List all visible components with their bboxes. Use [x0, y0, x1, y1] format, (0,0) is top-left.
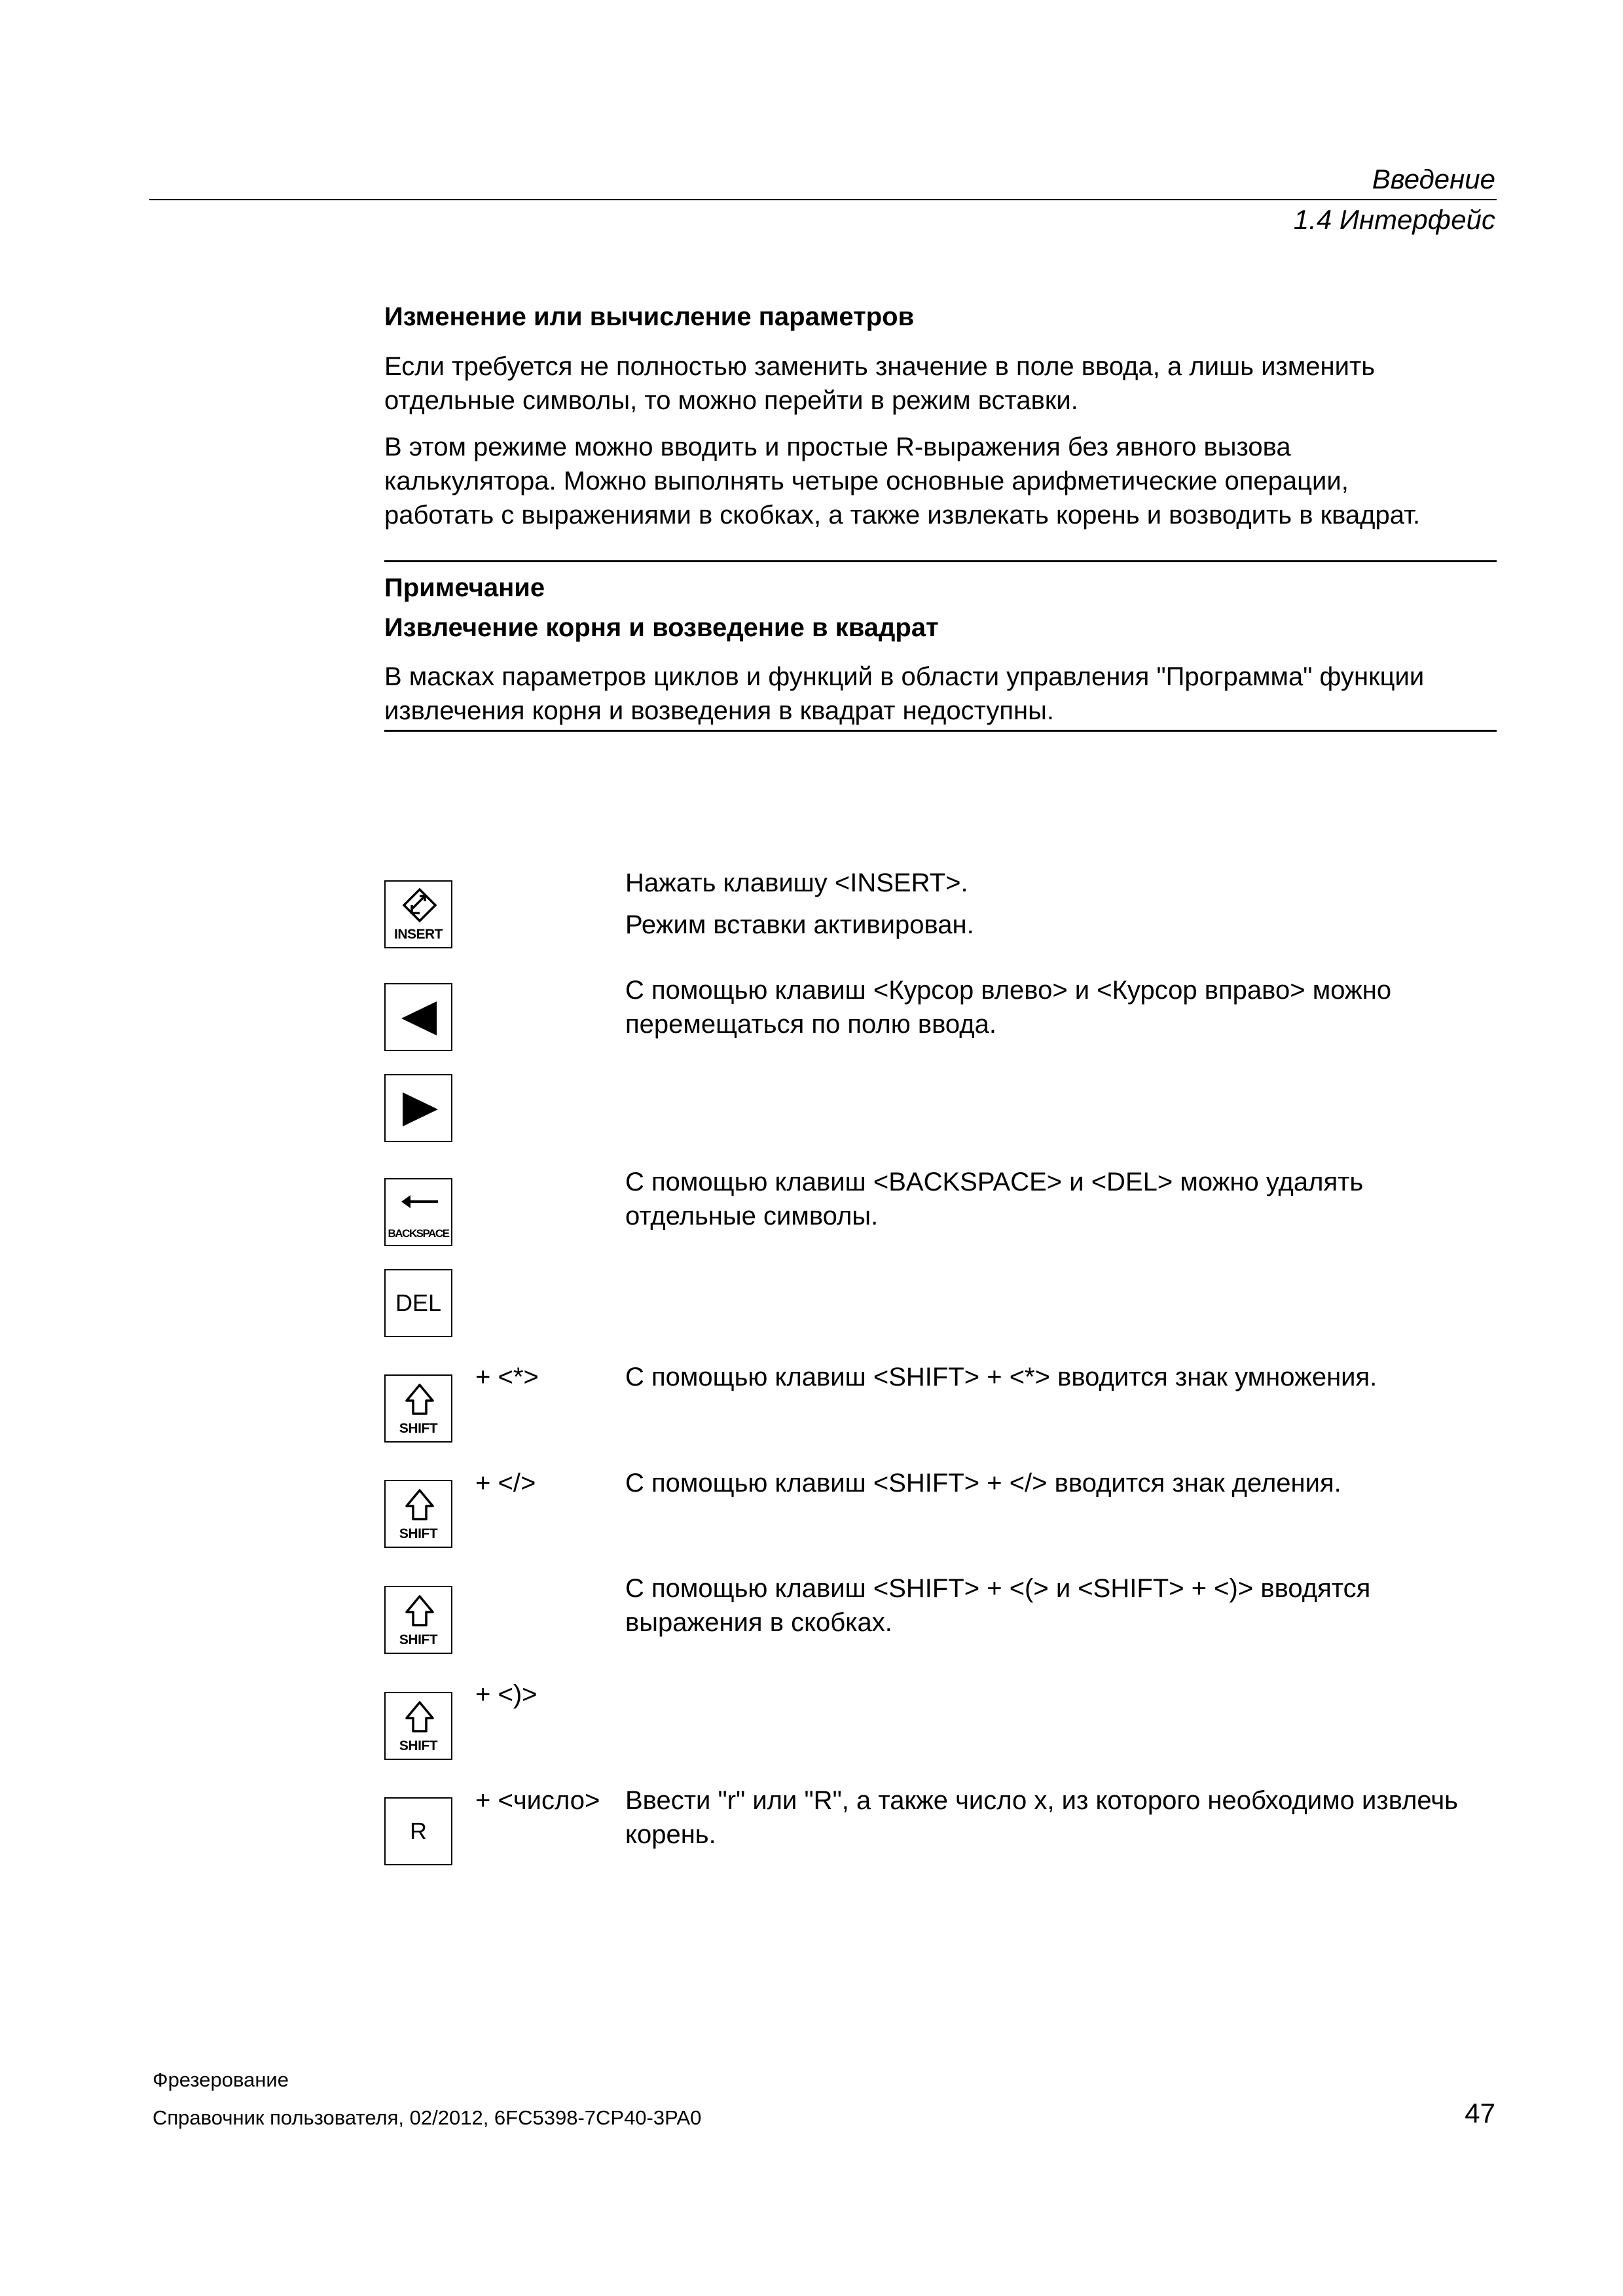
insert-key-label: INSERT [393, 927, 443, 942]
step-delete [625, 1165, 1496, 1233]
step-root [625, 1784, 1496, 1852]
shift-key [384, 1586, 452, 1654]
text-line: перемещаться по полю ввода. [625, 1010, 996, 1039]
footer-manual: Справочник пользователя, 02/2012, 6FC5398-7CP40-3PA0 [153, 2106, 702, 2129]
footer-product: Фрезерование [153, 2068, 289, 2091]
page-number: 47 [1465, 2098, 1495, 2128]
text-line: калькулятора. Можно выполнять четыре основные арифметические операции, [384, 467, 1349, 495]
text-line: Если требуется не полностью заменить значение в поле ввода, а лишь изменить [384, 352, 1376, 381]
shift-key-label: SHIFT [399, 1526, 438, 1541]
triangle-left-icon [386, 984, 454, 1052]
triangle-right-icon [386, 1075, 454, 1143]
shift-key-label: SHIFT [399, 1738, 438, 1753]
header-section: 1.4 Интерфейс [1293, 204, 1495, 235]
text-line: С помощью клавиш <BACKSPACE> и <DEL> можно удалять [625, 1168, 1364, 1196]
note-text [384, 660, 1424, 728]
header-rule [149, 199, 1497, 200]
modifier-mult: + <*> [475, 1363, 539, 1391]
cursor-right-key [384, 1074, 452, 1142]
shift-key [384, 1374, 452, 1443]
text-line: отдельные символы. [625, 1202, 879, 1230]
text-line: корень. [625, 1820, 716, 1849]
text-line: Режим вставки активирован. [625, 910, 974, 939]
step-mult: С помощью клавиш <SHIFT> + <*> вводится знак умножения. [625, 1363, 1377, 1391]
note-top-rule [384, 560, 1497, 562]
note-label: Примечание [384, 573, 545, 602]
section-paragraph-1 [384, 350, 1375, 418]
del-key [384, 1269, 452, 1337]
step-paren [625, 1571, 1496, 1640]
shift-key [384, 1480, 452, 1548]
cursor-left-key [384, 983, 452, 1051]
text-line: выражения в скобках. [625, 1608, 892, 1637]
text-line: С помощью клавиш <SHIFT> + <(> и <SHIFT> + <)> вводятся [625, 1574, 1371, 1603]
r-key [384, 1797, 452, 1865]
shift-key-label: SHIFT [399, 1632, 438, 1647]
modifier-div: + </> [475, 1469, 536, 1498]
text-line: В масках параметров циклов и функций в области управления "Программа" функции [384, 662, 1425, 691]
step-div: С помощью клавиш <SHIFT> + </> вводится знак деления. [625, 1469, 1341, 1498]
note-bottom-rule [384, 730, 1497, 732]
insert-key [384, 880, 452, 948]
text-line: С помощью клавиш <Курсор влево> и <Курсор вправо> можно [625, 976, 1392, 1005]
modifier-number: + <число> [475, 1786, 600, 1815]
text-line: В этом режиме можно вводить и простые R-выражения без явного вызова [384, 433, 1291, 461]
section-paragraph-2 [384, 430, 1420, 532]
r-key-label: R [410, 1818, 427, 1844]
shift-key-label: SHIFT [399, 1421, 438, 1436]
backspace-key [384, 1178, 452, 1246]
text-line: отдельные символы, то можно перейти в режим вставки. [384, 386, 1078, 415]
del-key-label: DEL [395, 1289, 442, 1316]
backspace-key-label: BACKSPACE [388, 1227, 449, 1240]
text-line: извлечения корня и возведения в квадрат недоступны. [384, 696, 1054, 725]
shift-key [384, 1692, 452, 1760]
text-line: Ввести "r" или "R", а также число x, из которого необходимо извлечь [625, 1786, 1459, 1815]
text-line: Нажать клавишу <INSERT>. [625, 869, 968, 897]
step-cursor [625, 973, 1496, 1041]
step-insert [625, 866, 1496, 942]
note-title: Извлечение корня и возведение в квадрат [384, 613, 939, 642]
header-chapter: Введение [1372, 164, 1495, 194]
modifier-paren-close: + <)> [475, 1680, 538, 1709]
text-line: работать с выражениями в скобках, а также извлекать корень и возводить в квадрат. [384, 501, 1421, 529]
section-title: Изменение или вычисление параметров [384, 302, 915, 331]
